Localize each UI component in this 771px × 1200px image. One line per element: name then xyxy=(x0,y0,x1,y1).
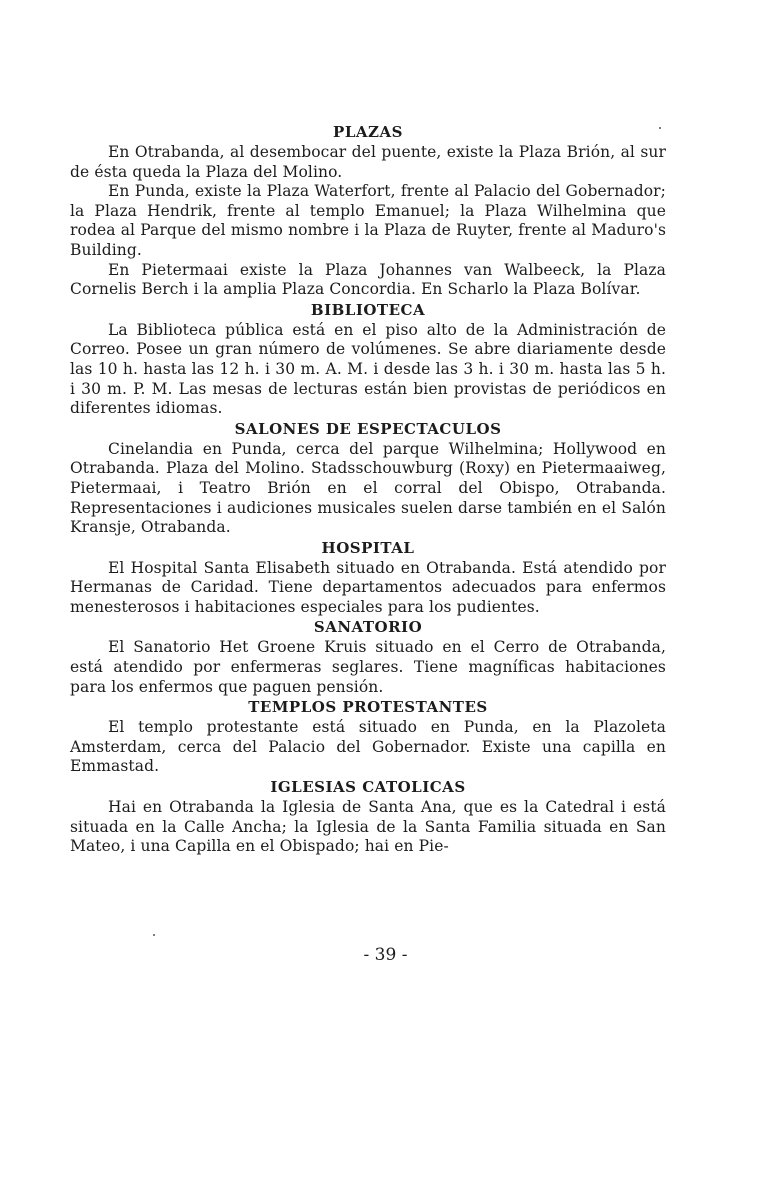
paragraph: El Sanatorio Het Groene Kruis situado en el Cerro de Otrabanda, está atendido por enfermeras seglares. Tiene magníficas habitaciones para los enfermos que paguen pensión. xyxy=(70,638,666,696)
section-templos-protestantes xyxy=(70,697,666,777)
section-biblioteca xyxy=(70,300,666,419)
paragraph: En Otrabanda, al desembocar del puente, existe la Plaza Brión, al sur de ésta queda la Plaza del Molino. xyxy=(70,143,666,181)
paragraph: Hai en Otrabanda la Iglesia de Santa Ana, que es la Catedral i está situada en la Calle Ancha; la Iglesia de la Santa Familia situada en San Mateo, i una Capilla en el Obispado; hai en Pie- xyxy=(70,798,666,856)
page-body xyxy=(70,122,666,857)
section-heading: TEMPLOS PROTESTANTES xyxy=(248,698,488,717)
paragraph: En Pietermaai existe la Plaza Johannes van Walbeeck, la Plaza Cornelis Berch i la amplia Plaza Concordia. En Scharlo la Plaza Bolívar. xyxy=(70,260,666,299)
paragraph: Cinelandia en Punda, cerca del parque Wilhelmina; Hollywood en Otrabanda. Plaza del Molino. Stadsschouwburg (Roxy) en Pietermaaiweg, Pietermaai, i Teatro Brión en el corral del Obispo, Otrabanda. Representaciones i audiciones musicales suelen darse también en el Salón Kransje, Otrabanda. xyxy=(70,439,666,537)
section-heading: BIBLIOTECA xyxy=(310,300,426,319)
section-heading: HOSPITAL xyxy=(321,538,415,557)
paragraph: El Hospital Santa Elisabeth situado en Otrabanda. Está atendido por Hermanas de Caridad. Tiene departamentos adecuados para enfermos menesterosos i habitaciones especiales para los pudientes. xyxy=(70,558,666,616)
section-heading: PLAZAS xyxy=(333,123,403,141)
section-sanatorio xyxy=(70,617,666,697)
section-hospital xyxy=(70,538,666,618)
section-plazas xyxy=(70,122,666,300)
page-number: - 39 - xyxy=(363,945,408,965)
section-heading: SALONES DE ESPECTACULOS xyxy=(234,419,502,438)
paragraph: La Biblioteca pública está en el piso alto de la Administración de Correo. Posee un gran número de volúmenes. Se abre diariamente desde las 10 h. hasta las 12 h. i 30 m. A. M. i desde las 3 h. i 30 m. hasta las 5 h. i 30 m. P. M. Las mesas de lecturas están bien provistas de periódicos en diferentes idiomas. xyxy=(70,320,666,418)
print-speck xyxy=(659,127,661,129)
paragraph: En Punda, existe la Plaza Waterfort, frente al Palacio del Gobernador; la Plaza Hendrik, frente al templo Emanuel; la Plaza Wilhelmina que rodea al Parque del mismo nombre i la Plaza de Ruyter, frente al Maduro's Building. xyxy=(70,182,666,259)
paragraph: El templo protestante está situado en Punda, en la Plazoleta Amsterdam, cerca del Palacio del Gobernador. Existe una capilla en Emmastad. xyxy=(70,718,666,776)
section-heading: IGLESIAS CATOLICAS xyxy=(270,778,466,797)
section-salones xyxy=(70,419,666,538)
print-speck xyxy=(153,934,155,936)
section-iglesias-catolicas xyxy=(70,777,666,857)
section-heading: SANATORIO xyxy=(313,618,423,637)
